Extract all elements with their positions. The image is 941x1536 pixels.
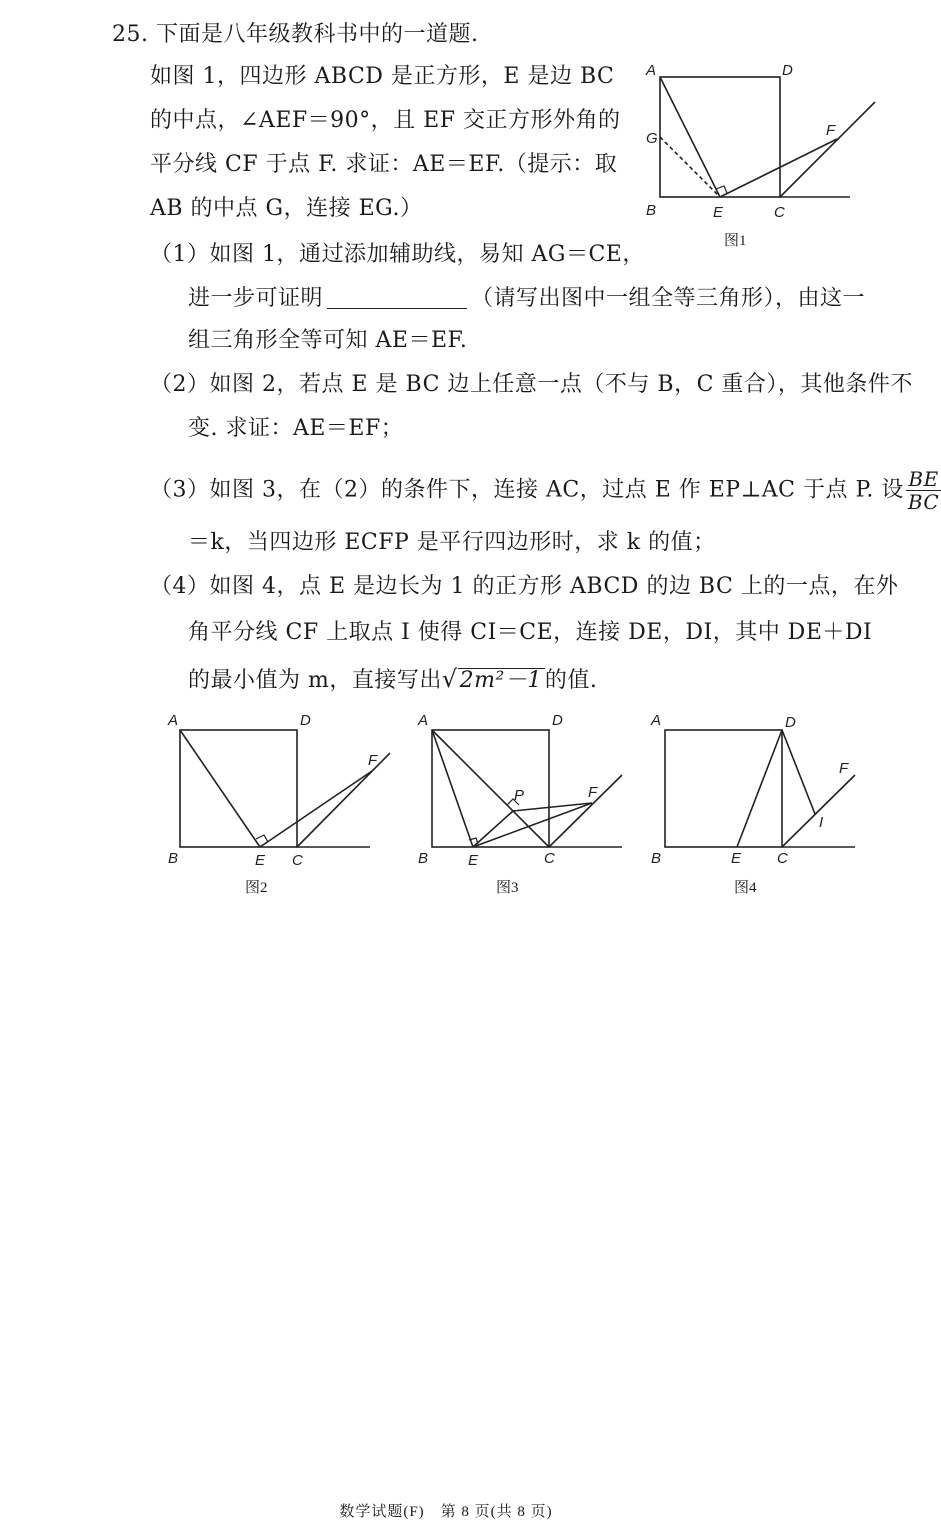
- fig4-label-a: A: [651, 712, 662, 729]
- fig1-label-a: A: [646, 62, 657, 79]
- part4-line-3: [188, 664, 597, 696]
- intro-line-2: 的中点，∠AEF＝90°，且 EF 交正方形外角的: [150, 108, 621, 133]
- fig3-bisector-cf: [549, 775, 622, 847]
- part1-line-1: （1）如图 1，通过添加辅助线，易知 AG＝CE，: [150, 242, 645, 267]
- fig4-square: [665, 730, 782, 847]
- fig2-label-d: D: [300, 712, 311, 729]
- part1-line-3: 组三角形全等可知 AE＝EF.: [188, 328, 468, 353]
- part4-line-3-after: 的值.: [544, 668, 598, 693]
- fig1-label-e: E: [713, 204, 724, 221]
- intro-line-3: 平分线 CF 于点 F. 求证：AE＝EF.（提示：取: [150, 152, 618, 177]
- part1-line-2-after: （请写出图中一组全等三角形），由这一: [471, 286, 866, 311]
- fig2-label-b: B: [168, 850, 179, 867]
- fig4-segment-de: [737, 730, 782, 847]
- fraction-be-bc: [906, 468, 941, 513]
- fig1-bisector-cf: [780, 102, 875, 197]
- fig3-label-b: B: [418, 850, 429, 867]
- fig1-label-b: B: [646, 202, 657, 219]
- fig1-segment-ae: [660, 77, 720, 197]
- fig1-segment-ef: [720, 139, 837, 197]
- part3-line-2: ＝k，当四边形 ECFP 是平行四边形时，求 k 的值；: [188, 530, 716, 555]
- fig4-label-d: D: [785, 714, 796, 731]
- figure-1: [640, 55, 880, 255]
- part4-line-1: （4）如图 4，点 E 是边长为 1 的正方形 ABCD 的边 BC 上的一点，在外: [150, 574, 899, 599]
- fig3-segment-ae: [432, 730, 473, 847]
- fig3-label-d: D: [552, 712, 563, 729]
- part1-line-2-before: 进一步可证明: [188, 286, 324, 311]
- answer-blank[interactable]: [327, 286, 467, 309]
- fig2-label-a: A: [168, 712, 179, 729]
- fig1-label-d: D: [782, 62, 793, 79]
- part4-line-3-before: 的最小值为 m，直接写出: [188, 668, 442, 693]
- problem-header: [112, 20, 479, 50]
- page-footer: 数学试题(F) 第 8 页(共 8 页): [339, 1504, 553, 1520]
- part4-line-2: 角平分线 CF 上取点 I 使得 CI＝CE，连接 DE，DI，其中 DE＋DI: [188, 620, 873, 645]
- fig4-segment-di: [782, 730, 815, 814]
- intro-line-1: 如图 1，四边形 ABCD 是正方形，E 是边 BC: [150, 64, 615, 89]
- fig2-caption: 图2: [245, 880, 268, 896]
- fig2-segment-ef: [260, 771, 372, 847]
- fig3-label-a: A: [418, 712, 429, 729]
- fig2-label-f: F: [368, 752, 378, 769]
- fig2-segment-ae: [180, 730, 260, 847]
- fig4-label-e: E: [731, 850, 742, 867]
- part3-line-1-text: （3）如图 3，在（2）的条件下，连接 AC，过点 E 作 EP⊥AC 于点 P. 设: [150, 477, 904, 503]
- fig1-segment-ge-dashed: [660, 137, 720, 197]
- fig1-label-f: F: [826, 122, 836, 139]
- sqrt-content: 2m²－1: [458, 668, 545, 693]
- fig4-label-b: B: [651, 850, 662, 867]
- fig4-label-f: F: [839, 760, 849, 777]
- problem-number: 25.: [112, 22, 149, 47]
- fig4-caption: 图4: [734, 880, 757, 896]
- fig3-label-f: F: [588, 784, 598, 801]
- fig2-square: [180, 730, 297, 847]
- fig3-label-e: E: [468, 852, 479, 869]
- fig3-label-p: P: [514, 787, 525, 804]
- figure-2: [160, 705, 400, 875]
- part2-line-2: 变. 求证：AE＝EF；: [188, 416, 404, 441]
- part1-line-2: [188, 284, 865, 314]
- fig1-label-c: C: [774, 204, 785, 221]
- fig1-label-g: G: [646, 130, 658, 147]
- fig2-right-angle-mark: [256, 835, 268, 842]
- fig2-label-c: C: [292, 852, 303, 869]
- fig3-caption: 图3: [496, 880, 519, 896]
- fraction-numerator: BE: [908, 467, 939, 491]
- problem-title: 下面是八年级教科书中的一道题.: [156, 22, 479, 47]
- part2-line-1: （2）如图 2，若点 E 是 BC 边上任意一点（不与 B，C 重合），其他条件不: [150, 372, 913, 397]
- fig1-caption: 图1: [724, 233, 747, 249]
- fig1-square: [660, 77, 780, 197]
- figure-4: [645, 705, 875, 875]
- fig4-bisector-cf: [782, 775, 855, 847]
- fig4-label-c: C: [777, 850, 788, 867]
- sqrt-icon: √: [441, 665, 458, 693]
- fraction-denominator: BC: [907, 490, 940, 514]
- fig4-label-i: I: [819, 814, 824, 831]
- intro-line-4: AB 的中点 G，连接 EG.）: [150, 196, 423, 221]
- figure-3: [412, 705, 637, 875]
- fig3-label-c: C: [544, 850, 555, 867]
- fig2-label-e: E: [255, 852, 266, 869]
- fig3-diagonal-ac: [432, 730, 549, 847]
- part3-line-1: [150, 468, 941, 513]
- fig3-segment-ep: [473, 811, 513, 847]
